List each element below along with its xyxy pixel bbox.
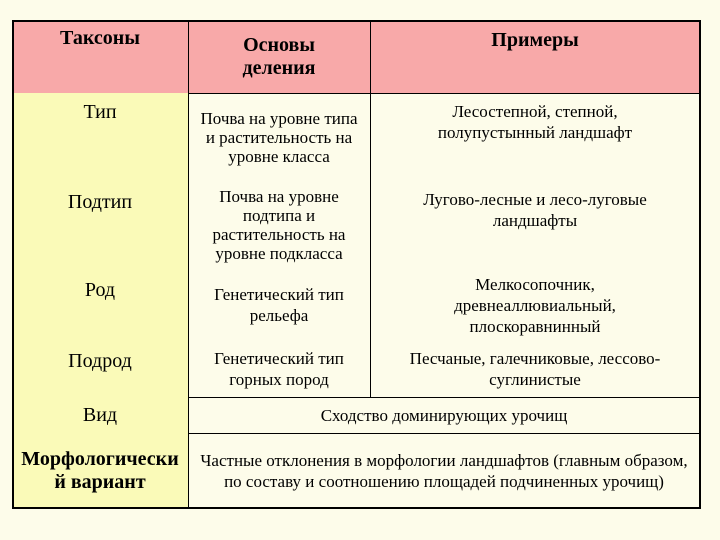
row-type-taxon: Тип	[83, 100, 117, 123]
row-type-basis	[188, 93, 370, 181]
row-type-examples	[370, 93, 700, 151]
row-subgenus-basis	[188, 341, 370, 397]
row-genus-taxon: Род	[84, 278, 116, 301]
border-top	[12, 20, 700, 22]
species-top-divider	[188, 397, 700, 398]
header-examples: Примеры	[491, 28, 579, 51]
row-subtype-basis	[188, 181, 370, 269]
row-subtype-examples-text: Лугово-лесные и лесо-луговые ландшафты	[423, 190, 647, 230]
row-subgenus-taxon: Подрод	[68, 349, 132, 372]
border-left	[12, 20, 14, 509]
row-subgenus-basis-text: Генетический тип горных пород	[214, 349, 344, 389]
column-divider-2	[370, 20, 371, 397]
row-subtype-taxon: Подтип	[67, 190, 133, 213]
row-subtype-examples	[370, 181, 700, 239]
row-morph-taxon-text: Морфологический вариант	[21, 447, 179, 493]
row-subgenus-examples	[370, 341, 700, 397]
header-divider	[188, 93, 700, 94]
row-genus-basis-text: Генетический тип рельефа	[214, 285, 344, 325]
row-species-taxon: Вид	[82, 403, 118, 426]
row-type-examples-text: Лесостепной, степной, полупустынный ландшафт	[437, 102, 633, 142]
row-subtype-basis-text: Почва на уровне подтипа и растительность на уровне подкласса	[212, 187, 346, 263]
row-genus-examples-text: Мелкосопочник, древнеаллювиальный, плоскоравнинный	[454, 274, 616, 336]
header-basis-text: Основы деления	[242, 33, 316, 79]
row-subgenus-examples-text: Песчаные, галечниковые, лессово-суглинистые	[409, 349, 661, 389]
header-basis	[188, 20, 370, 93]
morph-top-divider	[188, 433, 700, 434]
row-type-basis-text: Почва на уровне типа и растительность на уровне класса	[200, 108, 358, 166]
border-bottom	[12, 507, 700, 509]
header-taxa: Таксоны	[60, 26, 140, 49]
row-morph-merged	[188, 433, 700, 508]
row-genus-examples	[370, 269, 700, 341]
row-morph-taxon	[12, 433, 188, 508]
row-genus-basis	[188, 269, 370, 341]
row-species-merged: Сходство доминирующих урочищ	[320, 405, 568, 425]
row-morph-merged-text: Частные отклонения в морфологии ландшафтов (главным образом, по составу и соотношению площадей подчиненных урочищ)	[200, 450, 688, 491]
